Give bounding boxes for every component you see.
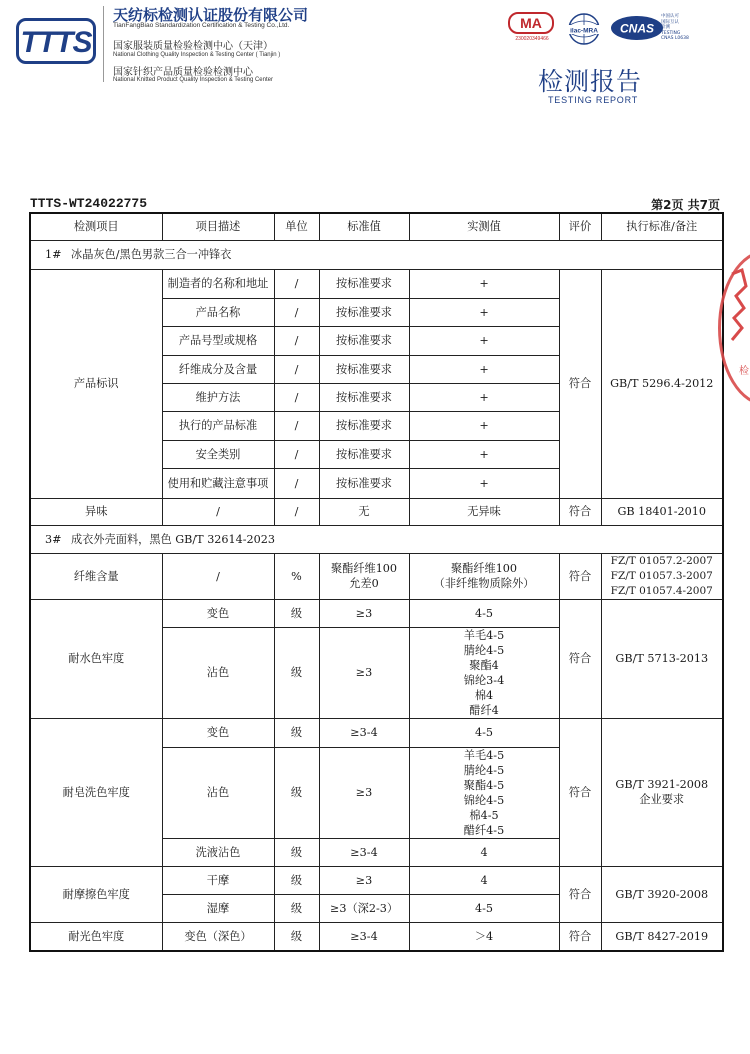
stain-result-line: 锦纶3-4: [463, 673, 505, 687]
section-row: [30, 525, 723, 553]
water-standard: GB/T 5713-2013: [601, 599, 723, 718]
report-subtitle: TESTING REPORT: [548, 95, 639, 105]
cma-badge: [508, 12, 556, 46]
std-cell: ≥3-4: [319, 838, 409, 866]
result-cell: 4-5: [409, 599, 559, 627]
unit-cell: /: [274, 383, 319, 411]
header-cell-result: 实测值: [409, 213, 559, 240]
table-row: [30, 599, 723, 627]
unit-cell: /: [274, 440, 319, 468]
header-cell-std: 标准值: [319, 213, 409, 240]
desc-cell: 变色: [162, 718, 274, 747]
fiber-standard-line: FZ/T 01057.4-2007: [610, 584, 713, 597]
header-cell-verdict: 评价: [559, 213, 601, 240]
unit-cell: /: [274, 298, 319, 326]
verdict-cell: 符合: [559, 553, 601, 599]
section3-title: 成衣外壳面料，黑色 GB/T 32614-2023: [71, 532, 276, 546]
desc-cell: 干摩: [162, 866, 274, 894]
report-title: 检测报告: [538, 67, 643, 96]
soap-verdict: 符合: [559, 718, 601, 866]
fiber-standard-line: FZ/T 01057.3-2007: [610, 569, 713, 582]
std-cell: ≥3-4: [319, 922, 409, 951]
std-cell: 按标准要求: [319, 269, 409, 298]
stamp-char: 检: [739, 366, 749, 377]
fiber-standard-line: FZ/T 01057.2-2007: [610, 554, 713, 567]
water-verdict: 符合: [559, 599, 601, 718]
section-row: [30, 240, 723, 269]
std-cell: ≥3（深2-3）: [319, 894, 409, 922]
unit-cell: /: [274, 355, 319, 383]
fiber-item: 纤维含量: [30, 553, 162, 599]
result-cell: 无异味: [409, 498, 559, 525]
unit-cell: 级: [274, 866, 319, 894]
header-cell-standard: 执行标准/备注: [601, 213, 723, 240]
unit-cell: /: [274, 326, 319, 355]
stain-result-line: 醋纤4: [469, 703, 499, 717]
section1-title: 冰晶灰色/黑色男款三合一冲锋衣: [71, 248, 232, 261]
center1-name-en: National Clothing Quality Inspection & Testing Center ( Tianjin ): [113, 52, 281, 58]
fiber-std: [319, 553, 409, 599]
result-cell: +: [409, 326, 559, 355]
cnas-caption-en-1: TESTING: [661, 30, 681, 36]
std-cell: 无: [319, 498, 409, 525]
product-id-verdict: 符合: [559, 269, 601, 498]
result-cell: +: [409, 411, 559, 440]
ilac-mra-label: ilac-MRA: [570, 27, 598, 35]
cnas-caption-en-2: CNAS L0638: [661, 36, 689, 41]
desc-cell: 维护方法: [162, 383, 274, 411]
stain-result-line: 羊毛4-5: [463, 628, 505, 642]
desc-cell: 使用和贮藏注意事项: [162, 468, 274, 498]
stain-result-line: 棉4: [474, 688, 494, 702]
desc-cell: 沾色: [162, 747, 274, 838]
ttts-logo: TTTS: [16, 18, 96, 64]
result-cell: +: [409, 383, 559, 411]
company-name-en: TianFangBiao Standardization Certification & Testing Co.,Ltd.: [113, 22, 290, 29]
company-name-cn: 天纺标检测认证股份有限公司: [113, 6, 309, 24]
desc-cell: 变色（深色）: [162, 922, 274, 951]
stamp-ink-mark: [728, 266, 748, 356]
table-row: [30, 718, 723, 747]
odor-item: 异味: [30, 498, 162, 525]
desc-cell: 湿摩: [162, 894, 274, 922]
std-cell: 按标准要求: [319, 383, 409, 411]
result-cell: +: [409, 440, 559, 468]
header-cell-desc: 项目描述: [162, 213, 274, 240]
page-info: 第2页 共7页: [651, 198, 720, 212]
standard-cell: GB 18401-2010: [601, 498, 723, 525]
section1-label: 1#: [45, 248, 62, 261]
desc-cell: 变色: [162, 599, 274, 627]
desc-cell: 沾色: [162, 627, 274, 718]
unit-cell: /: [274, 468, 319, 498]
desc-cell: 洗液沾色: [162, 838, 274, 866]
unit-cell: %: [274, 553, 319, 599]
report-number: TTTS-WT24022775: [30, 196, 148, 211]
product-id-item: 产品标识: [30, 269, 162, 498]
header-cell-unit: 单位: [274, 213, 319, 240]
cnas-caption-cn-3: 检测: [661, 25, 670, 30]
soap-standard-line: 企业要求: [639, 793, 685, 806]
desc-cell: 产品号型或规格: [162, 326, 274, 355]
cnas-badge: [610, 14, 665, 42]
soap-standard-line: GB/T 3921-2008: [615, 778, 709, 791]
center2-name-en: National Knitted Product Quality Inspection & Testing Center: [113, 77, 273, 83]
header-cell-item: 检测项目: [30, 213, 162, 240]
water-item: 耐水色牢度: [30, 599, 162, 718]
unit-cell: 级: [274, 599, 319, 627]
ilac-mra-badge: [564, 12, 604, 48]
unit-cell: /: [274, 498, 319, 525]
std-cell: 按标准要求: [319, 298, 409, 326]
fiber-result: [409, 553, 559, 599]
unit-cell: 级: [274, 627, 319, 718]
unit-cell: 级: [274, 718, 319, 747]
section3-title-cell: [30, 525, 723, 553]
stain-result-line: 腈纶4-5: [463, 643, 505, 657]
result-cell: +: [409, 468, 559, 498]
unit-cell: 级: [274, 922, 319, 951]
verdict-cell: 符合: [559, 922, 601, 951]
result-cell: 4: [409, 838, 559, 866]
soap-item: 耐皂洗色牢度: [30, 718, 162, 866]
desc-cell: /: [162, 498, 274, 525]
fiber-std-line: 聚酯纤维100: [330, 562, 398, 575]
result-cell: ＞4: [409, 922, 559, 951]
std-cell: 按标准要求: [319, 468, 409, 498]
result-cell: 4-5: [409, 718, 559, 747]
cnas-caption-cn-1: 中国认可: [661, 14, 679, 19]
rub-verdict: 符合: [559, 866, 601, 922]
light-item: 耐光色牢度: [30, 922, 162, 951]
stain-result-line: 棉4-5: [469, 808, 499, 822]
rub-standard: GB/T 3920-2008: [601, 866, 723, 922]
unit-cell: 级: [274, 894, 319, 922]
stain-result-line: 锦纶4-5: [463, 793, 505, 807]
result-cell: +: [409, 298, 559, 326]
std-cell: 按标准要求: [319, 411, 409, 440]
stain-result-line: 醋纤4-5: [463, 823, 505, 837]
std-cell: 按标准要求: [319, 326, 409, 355]
cnas-caption-cn-2: 国际互认: [661, 19, 679, 25]
table-row: [30, 866, 723, 894]
unit-cell: 级: [274, 747, 319, 838]
section1-title-cell: [30, 240, 723, 269]
standard-cell: GB/T 8427-2019: [601, 922, 723, 951]
desc-cell: 产品名称: [162, 298, 274, 326]
cnas-label: CNAS: [619, 21, 655, 36]
result-cell: 4-5: [409, 894, 559, 922]
desc-cell: /: [162, 553, 274, 599]
result-cell: 4: [409, 866, 559, 894]
results-table: [29, 212, 724, 952]
section3-label: 3#: [45, 532, 62, 546]
unit-cell: /: [274, 411, 319, 440]
unit-cell: /: [274, 269, 319, 298]
center2-name-cn: 国家针织产品质量检验检测中心: [113, 67, 253, 78]
soap-stain-results: [409, 747, 559, 838]
center1-name-cn: 国家服装质量检验检测中心（天津）: [113, 41, 273, 52]
stain-result-line: 腈纶4-5: [463, 763, 505, 777]
fiber-std-line: 允差0: [349, 577, 379, 590]
result-cell: +: [409, 355, 559, 383]
table-header-row: [30, 213, 723, 240]
header-divider: [103, 6, 104, 82]
stain-result-line: 羊毛4-5: [463, 748, 505, 762]
table-row: [30, 922, 723, 951]
std-cell: 按标准要求: [319, 355, 409, 383]
std-cell: ≥3: [319, 866, 409, 894]
product-id-standard: GB/T 5296.4-2012: [601, 269, 723, 498]
std-cell: ≥3: [319, 747, 409, 838]
fiber-result-line: （非纤维物质除外）: [433, 577, 535, 590]
desc-cell: 制造者的名称和地址: [162, 269, 274, 298]
table-row: [30, 553, 723, 599]
rub-item: 耐摩擦色牢度: [30, 866, 162, 922]
cma-logo-text: MA: [508, 12, 554, 34]
fiber-result-line: 聚酯纤维100: [450, 562, 518, 575]
table-row: [30, 269, 723, 298]
std-cell: 按标准要求: [319, 440, 409, 468]
std-cell: ≥3: [319, 599, 409, 627]
stain-result-line: 聚酯4-5: [463, 778, 505, 792]
verdict-cell: 符合: [559, 498, 601, 525]
result-cell: +: [409, 269, 559, 298]
std-cell: ≥3: [319, 627, 409, 718]
water-stain-results: [409, 627, 559, 718]
std-cell: ≥3-4: [319, 718, 409, 747]
table-row: [30, 498, 723, 525]
soap-standard: [601, 718, 723, 866]
cnas-caption: [661, 14, 689, 42]
unit-cell: 级: [274, 838, 319, 866]
desc-cell: 执行的产品标准: [162, 411, 274, 440]
desc-cell: 安全类别: [162, 440, 274, 468]
report-header: [0, 0, 750, 120]
fiber-standard: [601, 553, 723, 599]
desc-cell: 纤维成分及含量: [162, 355, 274, 383]
cma-number: 230020349466: [515, 36, 549, 42]
stain-result-line: 聚酯4: [469, 658, 499, 672]
